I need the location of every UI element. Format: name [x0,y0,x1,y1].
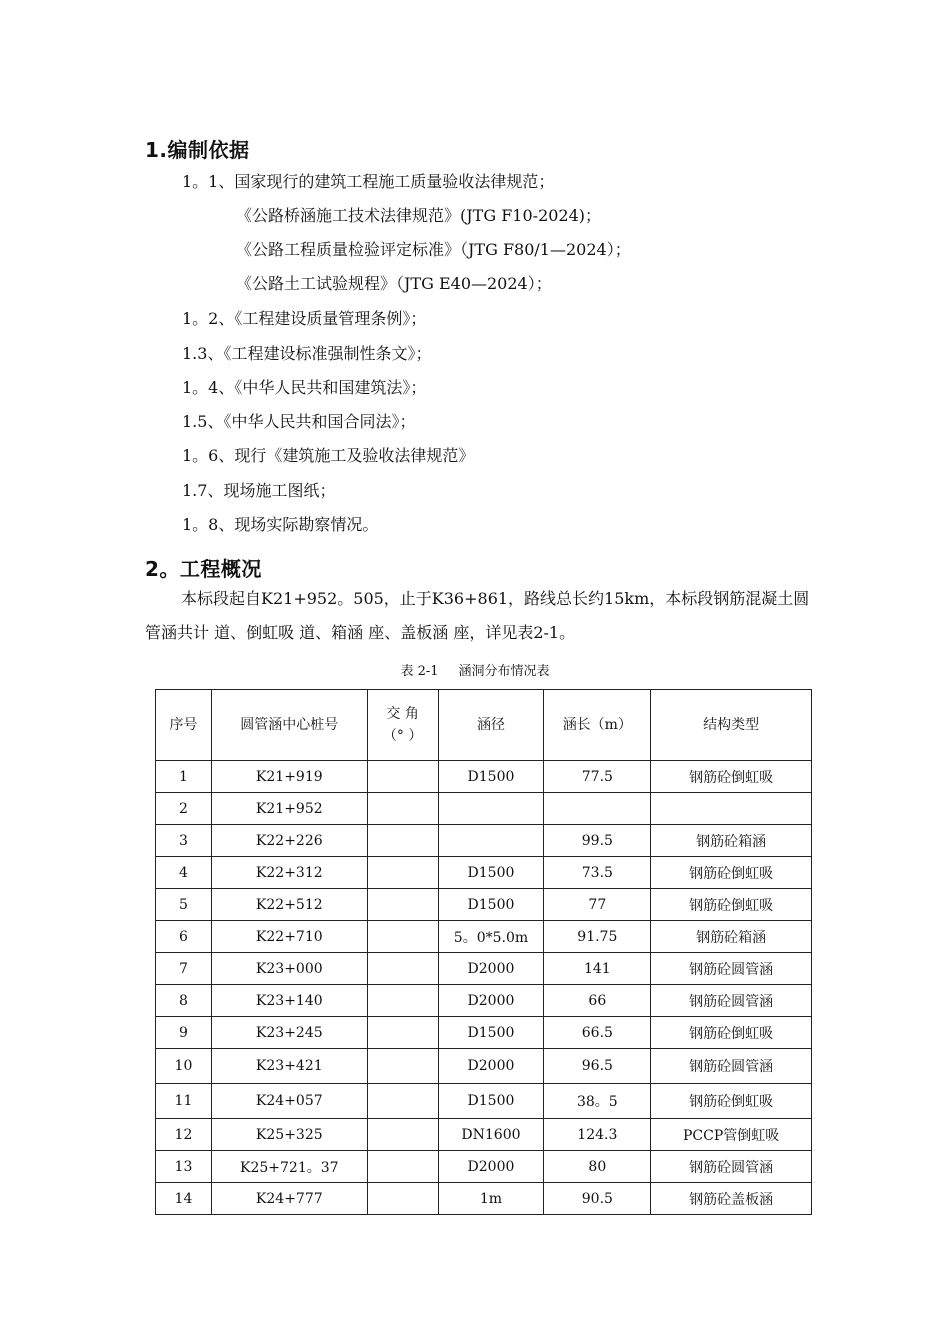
table-row [156,1049,812,1084]
table-cell: 10 [156,1049,212,1084]
table-cell [367,889,438,921]
table-cell: D1500 [438,1017,544,1049]
table-cell: 66 [544,985,651,1017]
column-header: 序号 [156,690,212,761]
table-cell: 钢筋砼倒虹吸 [651,761,812,793]
table-title: 涵洞分布情况表 [458,664,550,679]
table-cell [544,793,651,825]
table-header-row [156,690,812,761]
basis-item: 《公路土工试验规程》（JTG E40—2024）； [236,274,552,293]
table-cell: 77.5 [544,761,651,793]
table-cell: 钢筋砼圆管涵 [651,1049,812,1084]
table-cell: D2000 [438,1151,544,1183]
table-cell: 96.5 [544,1049,651,1084]
table-cell: 77 [544,889,651,921]
table-cell [438,825,544,857]
section-1-heading: 1.编制依据 [145,138,250,162]
table-cell: D2000 [438,1049,544,1084]
table-cell: K22+512 [211,889,367,921]
table-cell [367,985,438,1017]
table-row [156,1151,812,1183]
table-cell: 2 [156,793,212,825]
table-cell: D1500 [438,889,544,921]
table-cell: K22+312 [211,857,367,889]
table-cell: D1500 [438,1084,544,1119]
table-row [156,761,812,793]
table-cell: 99.5 [544,825,651,857]
table-cell: 12 [156,1119,212,1151]
culvert-table [155,689,812,1215]
basis-item: 1。6、现行《建筑施工及验收法律规范》 [182,446,475,465]
table-cell: 钢筋砼倒虹吸 [651,889,812,921]
table-cell: D2000 [438,953,544,985]
table-cell: K25+721。37 [211,1151,367,1183]
table-cell [367,825,438,857]
table-row [156,889,812,921]
overview-text: 本标段起自K21+952。505，止于K36+861，路线总长约15km，本标段钢筋混凝土圆管涵共计 道、倒虹吸 道、箱涵 座、盖板涵 座，详见表2-1。 [145,589,810,642]
table-body [156,761,812,1215]
table-cell [367,1017,438,1049]
column-header: 交 角 （° ） [367,690,438,761]
table-cell: 7 [156,953,212,985]
table-cell: 钢筋砼倒虹吸 [651,1084,812,1119]
basis-item: 1。4、《中华人民共和国建筑法》； [182,378,427,397]
section-2-heading: 2。工程概况 [145,557,262,581]
column-header: 结构类型 [651,690,812,761]
table-cell: 钢筋砼盖板涵 [651,1183,812,1215]
table-cell: K23+140 [211,985,367,1017]
basis-item: 1.5、《中华人民共和国合同法》； [182,412,416,431]
column-header: 涵长（m） [544,690,651,761]
table-row [156,953,812,985]
table-cell: 14 [156,1183,212,1215]
table-cell [438,793,544,825]
table-cell: 3 [156,825,212,857]
basis-item: 1.3、《工程建设标准强制性条文》； [182,344,432,363]
table-cell: K23+421 [211,1049,367,1084]
table-cell: 钢筋砼倒虹吸 [651,1017,812,1049]
basis-item: 1。8、现场实际勘察情况。 [182,515,379,534]
table-row [156,985,812,1017]
table-cell: 钢筋砼圆管涵 [651,1151,812,1183]
table-cell: 73.5 [544,857,651,889]
table-caption [0,660,950,679]
table-cell [367,1049,438,1084]
table-cell: K24+777 [211,1183,367,1215]
table-cell: K22+710 [211,921,367,953]
table-number: 表 2-1 [400,664,439,679]
table-cell: K24+057 [211,1084,367,1119]
table-row [156,1119,812,1151]
table-cell [367,761,438,793]
basis-item: 《公路工程质量检验评定标准》（JTG F80/1—2024）； [236,240,631,259]
table-cell [367,1119,438,1151]
table-cell: 141 [544,953,651,985]
table-cell: D2000 [438,985,544,1017]
table-cell: 8 [156,985,212,1017]
basis-item: 1.7、现场施工图纸； [182,481,336,500]
table-row [156,793,812,825]
table-cell [367,793,438,825]
table-cell: DN1600 [438,1119,544,1151]
table-cell: 66.5 [544,1017,651,1049]
table-cell: 124.3 [544,1119,651,1151]
table-cell: D1500 [438,761,544,793]
table-row [156,1084,812,1119]
table-cell: PCCP管倒虹吸 [651,1119,812,1151]
column-header: 圆管涵中心桩号 [211,690,367,761]
table-cell: 91.75 [544,921,651,953]
table-row [156,857,812,889]
table-cell: K23+000 [211,953,367,985]
table-row [156,921,812,953]
table-cell: K21+919 [211,761,367,793]
table-cell: 80 [544,1151,651,1183]
table-cell: 1 [156,761,212,793]
table-cell: K22+226 [211,825,367,857]
table-cell: 90.5 [544,1183,651,1215]
column-header: 涵径 [438,690,544,761]
table-cell: 38。5 [544,1084,651,1119]
table-cell: 11 [156,1084,212,1119]
table-cell: D1500 [438,857,544,889]
table-row [156,825,812,857]
basis-item: 1。1、国家现行的建筑工程施工质量验收法律规范； [182,172,555,191]
table-cell [367,1151,438,1183]
basis-item: 1。2、《工程建设质量管理条例》； [182,309,427,328]
table-cell: 钢筋砼箱涵 [651,921,812,953]
table-cell: 9 [156,1017,212,1049]
table-cell [651,793,812,825]
table-cell: 5 [156,889,212,921]
table-cell [367,1084,438,1119]
table-cell: 6 [156,921,212,953]
table-row [156,1017,812,1049]
project-overview-paragraph [145,582,810,650]
table-cell [367,857,438,889]
table-cell: 钢筋砼倒虹吸 [651,857,812,889]
table-cell [367,953,438,985]
table-cell: 钢筋砼圆管涵 [651,985,812,1017]
table-cell: K25+325 [211,1119,367,1151]
basis-item: 《公路桥涵施工技术法律规范》(JTG F10-2024)； [236,206,602,225]
table-cell: K21+952 [211,793,367,825]
table-cell: K23+245 [211,1017,367,1049]
table-cell: 13 [156,1151,212,1183]
table-cell: 5。0*5.0m [438,921,544,953]
table-cell: 4 [156,857,212,889]
table-cell [367,1183,438,1215]
table-cell [367,921,438,953]
table-cell: 1m [438,1183,544,1215]
table-row [156,1183,812,1215]
table-cell: 钢筋砼箱涵 [651,825,812,857]
table-cell: 钢筋砼圆管涵 [651,953,812,985]
